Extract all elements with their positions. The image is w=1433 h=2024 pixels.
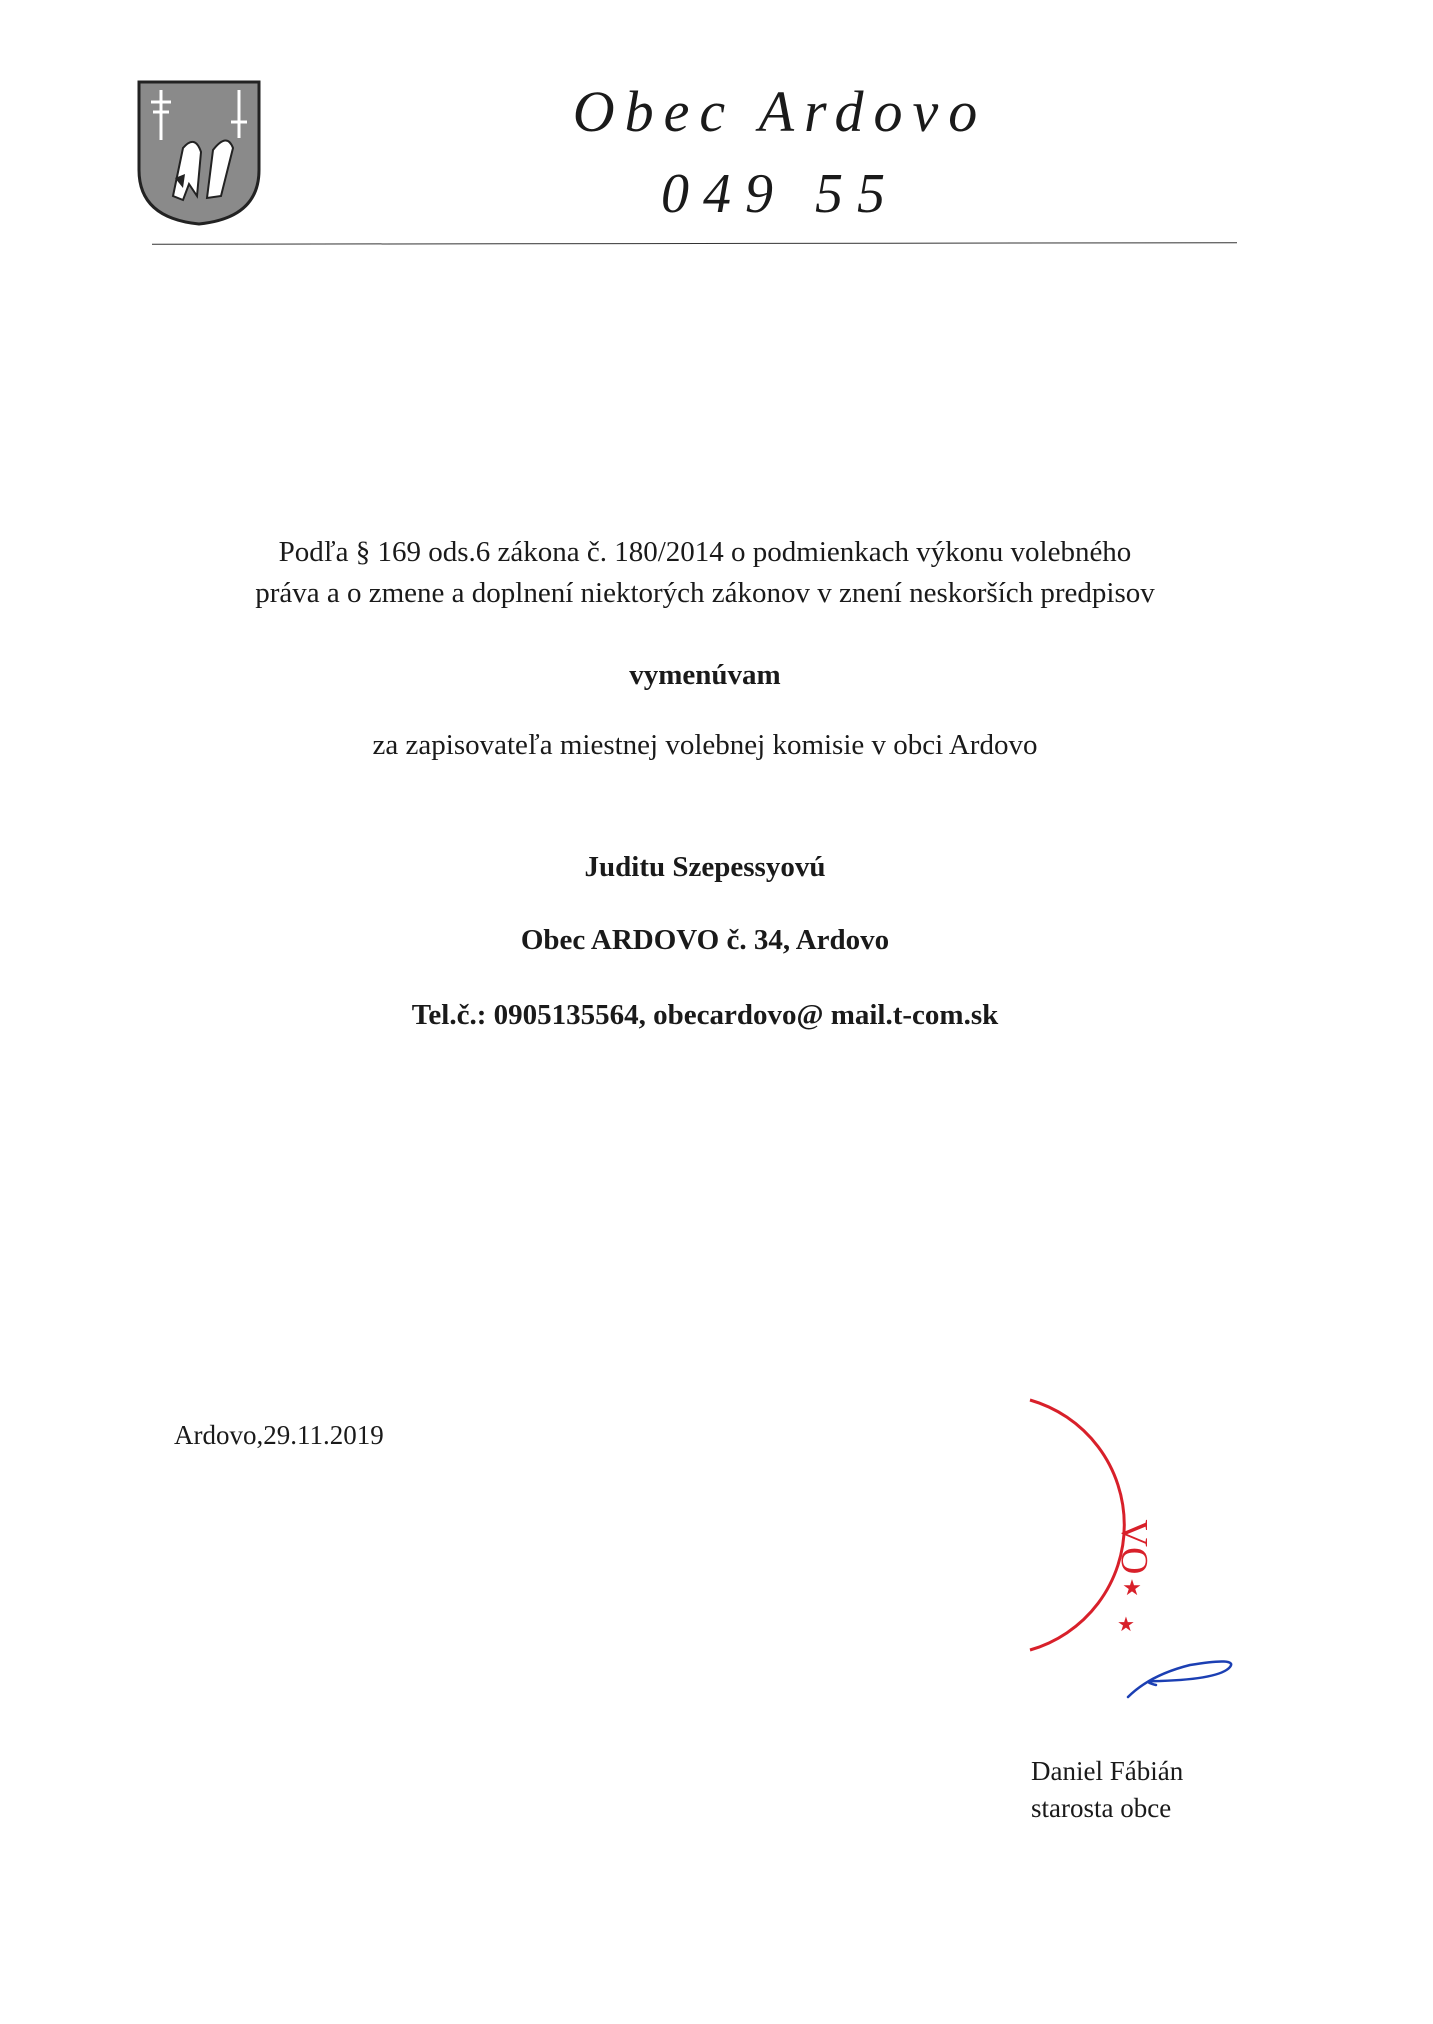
stamp-text: VO xyxy=(1113,1519,1155,1575)
signatory-title: starosta obce xyxy=(1031,1793,1172,1823)
intro-line-2: práva a o zmene a doplnení niektorých zákonov v znení neskorších predpisov xyxy=(255,577,1155,609)
intro-line-1: Podľa § 169 ods.6 zákona č. 180/2014 o podmienkach výkonu volebného xyxy=(278,536,1132,568)
appointee-name: Juditu Szepessyovú xyxy=(584,851,826,883)
official-stamp xyxy=(900,1395,1160,1665)
municipality-title: Obec Ardovo xyxy=(572,79,988,144)
action-verb: vymenúvam xyxy=(629,659,781,691)
svg-text:★: ★ xyxy=(1122,1575,1142,1600)
appointment-role: za zapisovateľa miestnej volebnej komisie v obci Ardovo xyxy=(372,729,1038,761)
contact-info: Tel.č.: 0905135564, obecardovo@ mail.t-com.sk xyxy=(411,999,999,1031)
header-divider xyxy=(152,242,1237,245)
signatory-name: Daniel Fábián xyxy=(1031,1756,1184,1786)
appointee-address: Obec ARDOVO č. 34, Ardovo xyxy=(520,924,890,956)
postal-code: 049 55 xyxy=(661,163,899,225)
signature xyxy=(1120,1655,1245,1700)
coat-of-arms-icon xyxy=(135,78,263,228)
svg-text:★: ★ xyxy=(1117,1614,1135,1636)
place-and-date: Ardovo,29.11.2019 xyxy=(174,1420,384,1450)
